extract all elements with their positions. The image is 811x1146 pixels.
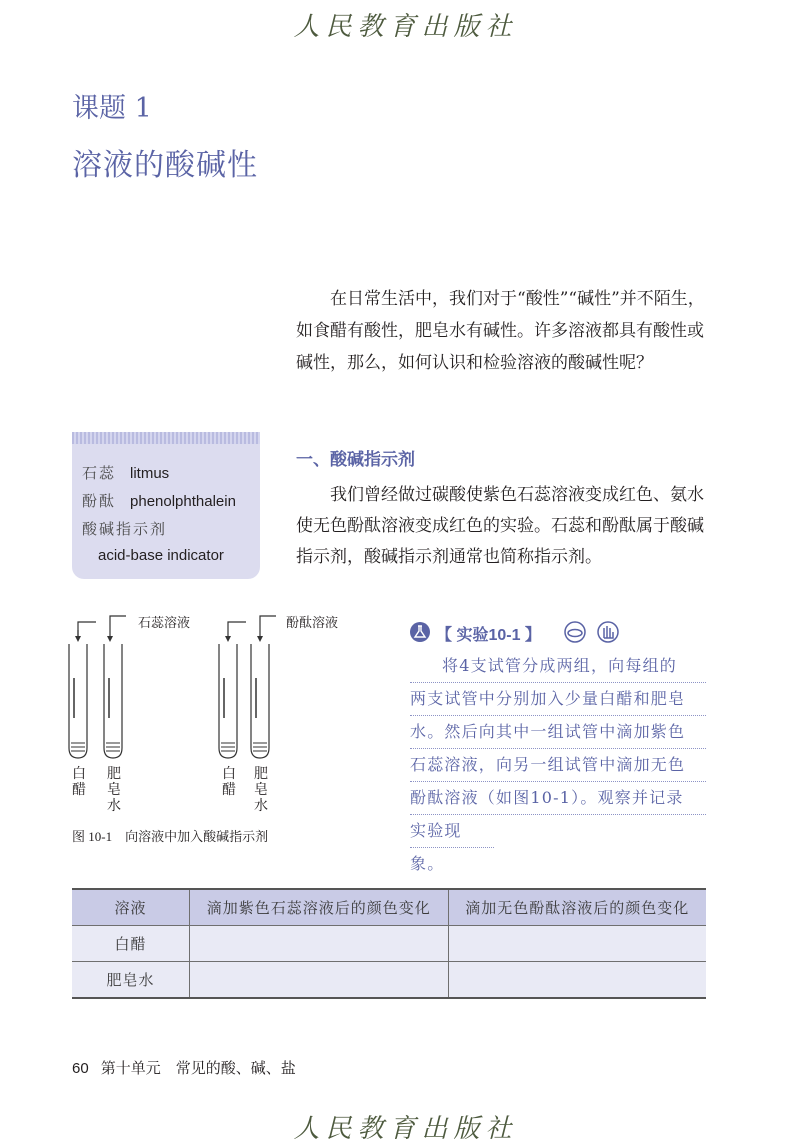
lesson-title: 溶液的酸碱性 (72, 148, 258, 183)
figure-caption: 图 10-1 向溶液中加入酸碱指示剂 (72, 829, 269, 844)
glossary-stripe (72, 432, 260, 444)
flask-icon (410, 622, 430, 642)
test-tube (251, 644, 269, 758)
table-cell: 肥皂水 (72, 962, 190, 999)
experiment-body (410, 650, 706, 873)
test-tube (104, 644, 122, 758)
experiment-title: 【 实验10-1 】 (436, 627, 541, 644)
pointer-line (110, 616, 126, 636)
glossary-term: 石蕊 (82, 464, 117, 482)
lesson-number: 课题 1 (72, 93, 152, 124)
glossary-term: 酸碱指示剂 (82, 520, 168, 538)
tube-label: 肥皂水 (254, 766, 268, 814)
experiment-line: 将4支试管分成两组，向每组的 (410, 650, 706, 683)
table-row (72, 926, 706, 962)
glossary-item (82, 490, 236, 511)
glossary-box (72, 432, 260, 579)
experiment-line: 实验现象。 (410, 815, 494, 848)
table-header: 滴加紫色石蕊溶液后的颜色变化 (190, 889, 449, 926)
table-row (72, 962, 706, 999)
pointer-line (228, 622, 246, 636)
observation-table (72, 888, 706, 999)
experiment-line: 两支试管中分别加入少量白醋和肥皂 (410, 683, 706, 716)
glossary-item (98, 546, 224, 564)
phenolphthalein-label: 酚酞溶液 (286, 616, 339, 631)
pointer-line (78, 622, 96, 636)
table-cell (190, 926, 449, 962)
page-footer (72, 1057, 296, 1078)
glossary-english: litmus (130, 465, 170, 482)
experiment-line: 水。然后向其中一组试管中滴加紫色 (410, 716, 706, 749)
gloves-icon (598, 622, 618, 642)
glossary-english: acid-base indicator (98, 547, 224, 564)
intro-text: 在日常生活中，我们对于“酸性”“碱性”并不陌生，如食醋有酸性，肥皂水有碱性。许多溶液都具有酸性或碱性，那么，如何认识和检验溶液的酸碱性呢？ (296, 289, 705, 373)
intro-paragraph (296, 283, 708, 379)
experiment-line: 石蕊溶液，向另一组试管中滴加无色 (410, 749, 706, 782)
publisher-header: 人民教育出版社 (293, 12, 518, 42)
litmus-label: 石蕊溶液 (138, 616, 191, 631)
pointer-line (260, 616, 276, 636)
glossary-item (82, 462, 169, 483)
section-body (296, 480, 708, 573)
chapter-title: 第十单元 常见的酸、碱、盐 (100, 1061, 296, 1077)
tube-label: 白醋 (222, 766, 236, 798)
safety-icons (563, 620, 623, 644)
section-heading: 一、酸碱指示剂 (296, 450, 415, 469)
page-number: 60 (72, 1060, 89, 1077)
test-tube-figure (66, 608, 366, 768)
table-cell (448, 926, 706, 962)
table-header: 溶液 (72, 889, 190, 926)
test-tube (69, 644, 87, 758)
table-cell (448, 962, 706, 999)
glossary-english: phenolphthalein (130, 493, 236, 510)
table-header-row (72, 889, 706, 926)
publisher-footer: 人民教育出版社 (293, 1114, 518, 1144)
table-header: 滴加无色酚酞溶液后的颜色变化 (448, 889, 706, 926)
tube-label: 白醋 (72, 766, 86, 798)
test-tube (219, 644, 237, 758)
section-text: 我们曾经做过碳酸使紫色石蕊溶液变成红色、氨水使无色酚酞溶液变成红色的实验。石蕊和酚酞属于酸碱指示剂，酸碱指示剂通常也简称指示剂。 (296, 485, 704, 567)
table-cell (190, 962, 449, 999)
glossary-item (82, 518, 167, 539)
experiment-line: 酚酞溶液（如图10-1）。观察并记录 (410, 782, 706, 815)
tube-label: 肥皂水 (107, 766, 121, 814)
glossary-term: 酚酞 (82, 492, 117, 510)
table-cell: 白醋 (72, 926, 190, 962)
